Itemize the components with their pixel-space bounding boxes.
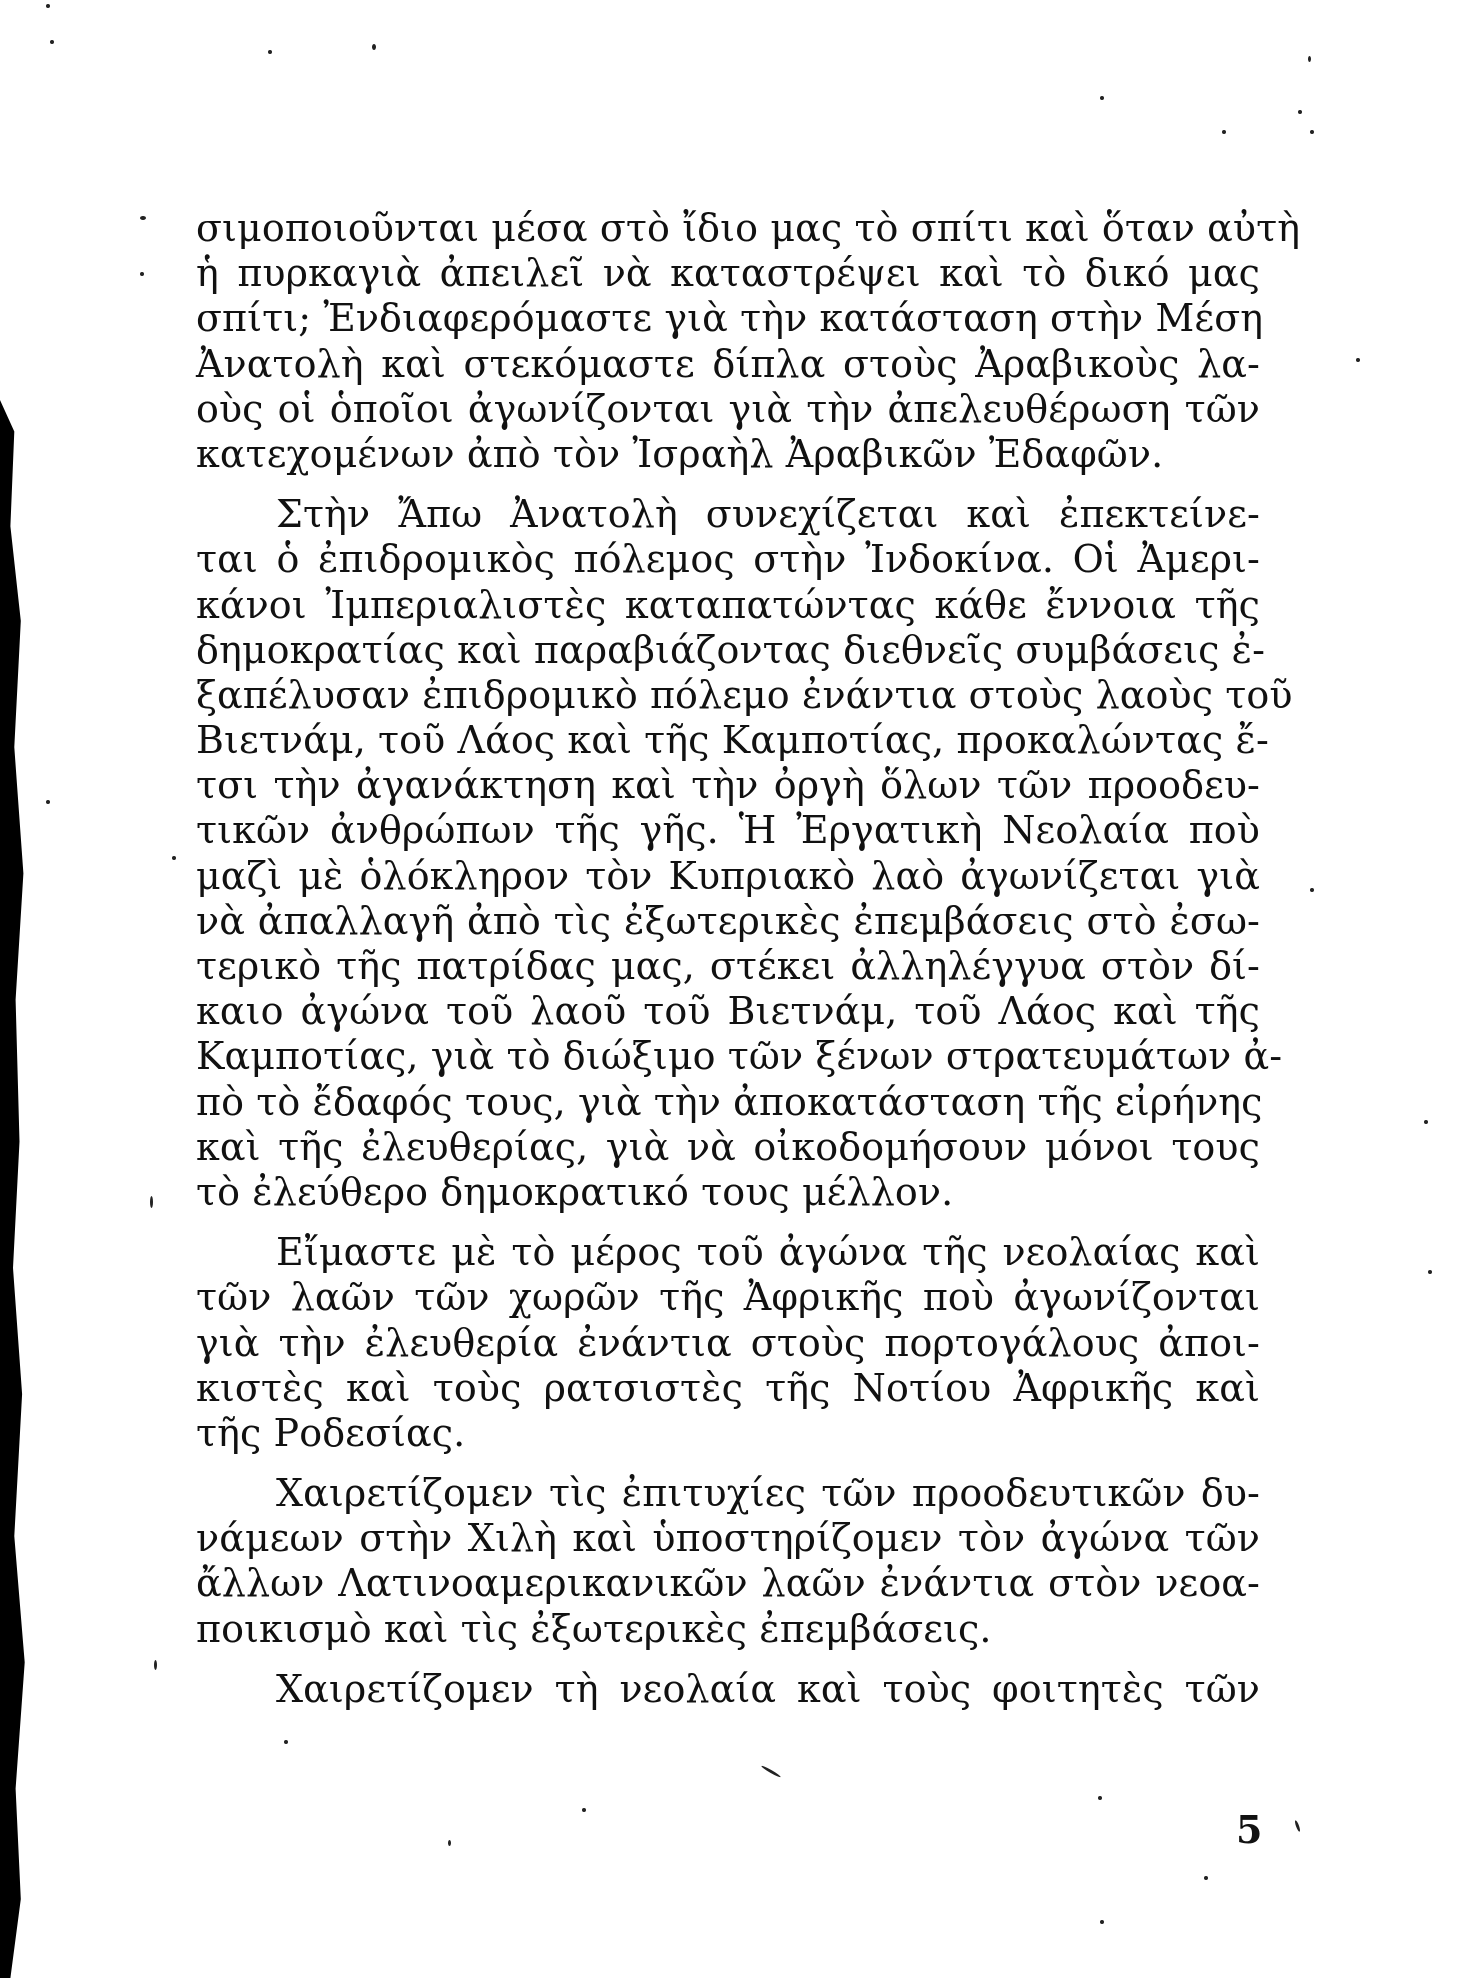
scan-dark-edge — [0, 400, 26, 1978]
scan-speck — [46, 800, 50, 804]
scan-speck — [1098, 1796, 1102, 1800]
scan-speck — [1428, 1270, 1432, 1274]
paragraph — [196, 1471, 1260, 1652]
scan-speck — [448, 1840, 451, 1846]
text-line: νάμεων στὴν Χιλὴ καὶ ὑποστηρίζομεν τὸν ἀγώνα τῶν — [196, 1516, 1260, 1561]
paragraph — [196, 1667, 1260, 1712]
text-line: κατεχομένων ἀπὸ τὸν Ἰσραὴλ Ἀραβικῶν Ἐδαφῶν. — [196, 431, 1164, 476]
scan-speck — [761, 1765, 782, 1779]
scan-speck — [1100, 1920, 1104, 1924]
scan-speck — [172, 856, 176, 860]
text-line: Χαιρετίζομεν τὴ νεολαία καὶ τοὺς φοιτητὲς τῶν — [276, 1666, 1260, 1711]
scan-speck — [150, 1196, 153, 1208]
text-line: τερικὸ τῆς πατρίδας μας, στέκει ἀλληλέγγυα στὸν δί- — [196, 944, 1260, 988]
page-number: 5 — [1236, 1807, 1263, 1852]
text-line: τσι τὴν ἀγανάκτηση καὶ τὴν ὀργὴ ὅλων τῶν προοδευ- — [196, 763, 1260, 808]
text-line: Χαιρετίζομεν τὶς ἐπιτυχίες τῶν προοδευτικῶν δυ- — [276, 1471, 1260, 1516]
text-line: τῆς Ροδεσίας. — [196, 1410, 466, 1455]
scan-speck — [50, 40, 54, 44]
scan-speck — [268, 50, 272, 54]
text-line: νὰ ἀπαλλαγῆ ἀπὸ τὶς ἐξωτερικὲς ἐπεμβάσεις στὸ ἐσω- — [196, 898, 1260, 943]
text-line: οὺς οἱ ὁποῖοι ἀγωνίζονται γιὰ τὴν ἀπελευθέρωση τῶν — [196, 386, 1260, 431]
text-line: πὸ τὸ ἔδαφός τους, γιὰ τὴν ἀποκατάσταση τῆς εἰρήνης — [196, 1079, 1263, 1124]
text-line: Ἀνατολὴ καὶ στεκόμαστε δίπλα στοὺς Ἀραβικοὺς λα- — [196, 341, 1260, 386]
text-line: Καμποτίας, γιὰ τὸ διώξιμο τῶν ξένων στρατευμάτων ἀ- — [196, 1034, 1283, 1079]
text-line: ἡ πυρκαγιὰ ἀπειλεῖ νὰ καταστρέψει καὶ τὸ δικό μας — [196, 251, 1260, 296]
scan-speck — [154, 1660, 157, 1670]
paragraph — [196, 492, 1293, 1215]
text-line: τικῶν ἀνθρώπων τῆς γῆς. Ἡ Ἐργατικὴ Νεολαία ποὺ — [196, 808, 1260, 853]
scan-speck — [140, 216, 146, 220]
scan-speck — [582, 1808, 586, 1812]
text-line: σιμοποιοῦνται μέσα στὸ ἴδιο μας τὸ σπίτι καὶ ὅταν αὐτὴ — [196, 206, 1301, 250]
scan-speck — [1298, 110, 1302, 114]
text-line: Βιετνάμ, τοῦ Λάος καὶ τῆς Καμποτίας, προκαλώντας ἔ- — [196, 718, 1269, 763]
text-line: μαζὶ μὲ ὁλόκληρον τὸν Κυπριακὸ λαὸ ἀγωνίζεται γιὰ — [196, 853, 1260, 898]
paragraph-gap — [196, 477, 1260, 492]
text-line: κιστὲς καὶ τοὺς ρατσιστὲς τῆς Νοτίου Ἀφρικῆς καὶ — [196, 1365, 1260, 1410]
scan-speck — [46, 4, 50, 8]
scan-speck — [372, 44, 376, 50]
text-line: κάνοι Ἰμπεριαλιστὲς καταπατώντας κάθε ἔννοια τῆς — [196, 582, 1260, 627]
paragraph-gap — [196, 1456, 1260, 1471]
scan-speck — [1204, 1876, 1208, 1880]
text-line: σπίτι; Ἐνδιαφερόμαστε γιὰ τὴν κατάσταση στὴν Μέση — [196, 296, 1264, 341]
scan-speck — [1100, 96, 1104, 100]
body-text — [196, 206, 1301, 1712]
scan-speck — [1310, 888, 1314, 892]
scan-speck — [1294, 1820, 1301, 1832]
text-line: ἄλλων Λατινοαμερικανικῶν λαῶν ἐνάντια στὸν νεοα- — [196, 1561, 1260, 1606]
scan-speck — [140, 272, 144, 276]
text-line: τὸ ἐλεύθερο δημοκρατικό τους μέλλον. — [196, 1169, 954, 1214]
paragraph-gap — [196, 1215, 1260, 1230]
paragraph — [196, 206, 1301, 477]
scan-speck — [284, 1740, 288, 1744]
text-line: καὶ τῆς ἐλευθερίας, γιὰ νὰ οἰκοδομήσουν μόνοι τους — [196, 1124, 1260, 1169]
text-line: τῶν λαῶν τῶν χωρῶν τῆς Ἀφρικῆς ποὺ ἀγωνίζονται — [196, 1275, 1260, 1320]
paragraph — [196, 1230, 1260, 1456]
text-line: Στὴν Ἄπω Ἀνατολὴ συνεχίζεται καὶ ἐπεκτείνε- — [276, 492, 1260, 537]
scan-speck — [1308, 56, 1311, 62]
text-line: ποικισμὸ καὶ τὶς ἐξωτερικὲς ἐπεμβάσεις. — [196, 1606, 992, 1651]
scan-speck — [1356, 358, 1360, 362]
text-line: ται ὁ ἐπιδρομικὸς πόλεμος στὴν Ἰνδοκίνα. Οἱ Ἀμερι- — [196, 537, 1260, 582]
text-line: Εἴμαστε μὲ τὸ μέρος τοῦ ἀγώνα τῆς νεολαίας καὶ — [276, 1230, 1260, 1275]
scan-speck — [1222, 130, 1226, 134]
text-line: ξαπέλυσαν ἐπιδρομικὸ πόλεμο ἐνάντια στοὺς λαοὺς τοῦ — [196, 672, 1293, 717]
scan-speck — [1424, 1120, 1428, 1124]
text-line: καιο ἀγώνα τοῦ λαοῦ τοῦ Βιετνάμ, τοῦ Λάος καὶ τῆς — [196, 989, 1260, 1034]
paragraph-gap — [196, 1652, 1260, 1667]
text-line: δημοκρατίας καὶ παραβιάζοντας διεθνεῖς συμβάσεις ἐ- — [196, 627, 1266, 672]
scan-speck — [1310, 130, 1314, 134]
text-line: γιὰ τὴν ἐλευθερία ἐνάντια στοὺς πορτογάλους ἀποι- — [196, 1320, 1260, 1365]
